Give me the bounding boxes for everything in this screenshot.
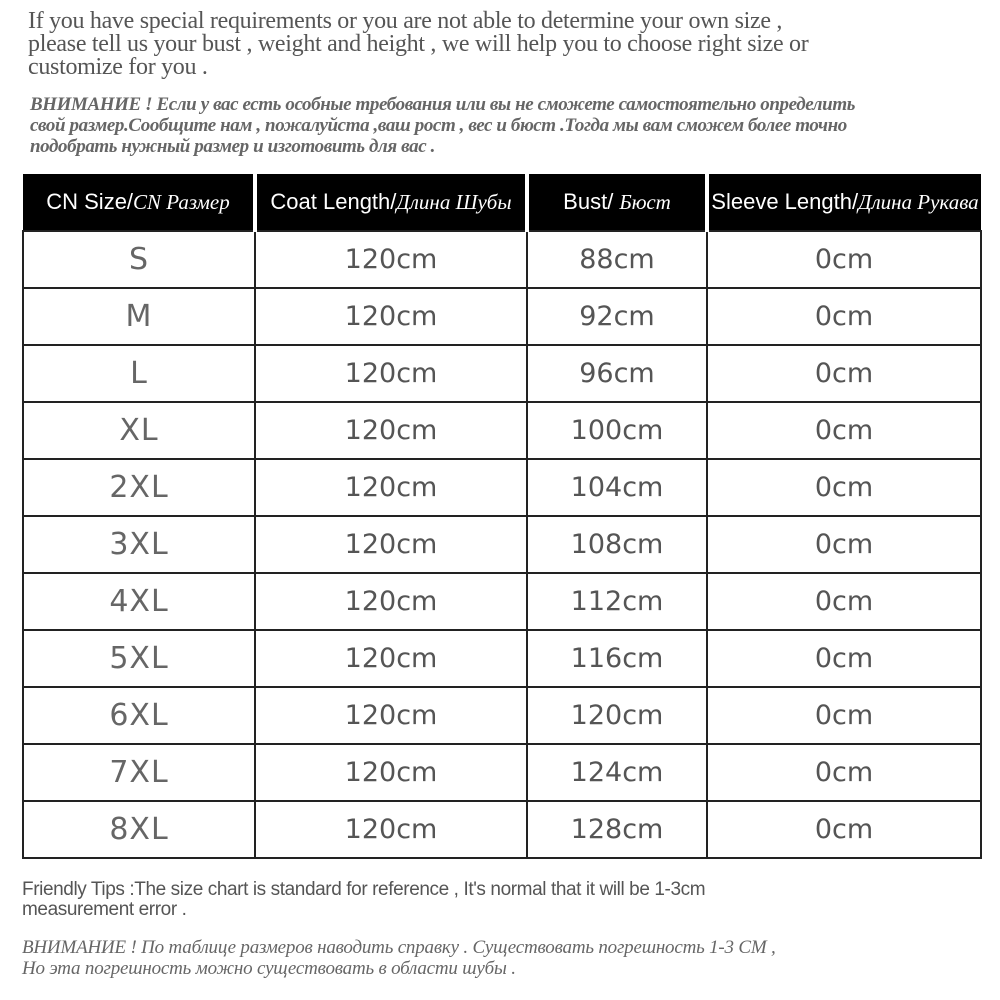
tips-ru-line: Но эта погрешность можно существовать в области шубы . [22, 958, 516, 979]
table-row [23, 744, 981, 801]
bust-cell: 100cm [527, 402, 707, 459]
bust-cell: 116cm [527, 630, 707, 687]
bust-cell: 112cm [527, 573, 707, 630]
coat-length-cell: 120cm [255, 801, 527, 858]
header-en: Bust/ [563, 189, 620, 214]
tips-ru-line: ВНИМАНИЕ ! По таблице размеров наводить справку . Существовать погрешность 1-3 СМ , [22, 937, 776, 958]
coat-length-cell: 120cm [255, 516, 527, 573]
table-row [23, 459, 981, 516]
table-row [23, 345, 981, 402]
sleeve-length-cell: 0cm [707, 402, 981, 459]
bust-cell: 96cm [527, 345, 707, 402]
header-coat-length [255, 174, 527, 231]
table-row [23, 801, 981, 858]
size-cell: L [23, 345, 255, 402]
table-row [23, 288, 981, 345]
friendly-tips-russian [22, 937, 982, 979]
tips-en-line: Friendly Tips :The size chart is standard for reference , It's normal that it will be 1-3cm [22, 879, 706, 900]
coat-length-cell: 120cm [255, 345, 527, 402]
sleeve-length-cell: 0cm [707, 687, 981, 744]
bust-cell: 108cm [527, 516, 707, 573]
coat-length-cell: 120cm [255, 744, 527, 801]
table-row [23, 630, 981, 687]
table-row [23, 687, 981, 744]
coat-length-cell: 120cm [255, 573, 527, 630]
intro-en-line: customize for you . [28, 54, 208, 80]
sleeve-length-cell: 0cm [707, 459, 981, 516]
size-cell: 4XL [23, 573, 255, 630]
header-en: Sleeve Length/ [711, 189, 859, 214]
intro-russian-text [30, 94, 995, 157]
size-cell: 7XL [23, 744, 255, 801]
size-cell: S [23, 231, 255, 288]
header-sleeve-length [707, 174, 981, 231]
intro-en-line: If you have special requirements or you are not able to determine your own size , [28, 8, 783, 34]
friendly-tips-english [22, 880, 982, 920]
header-cn-size [23, 174, 255, 231]
size-chart-table [22, 174, 982, 859]
header-ru: CN Размер [133, 190, 230, 214]
coat-length-cell: 120cm [255, 402, 527, 459]
size-cell: 6XL [23, 687, 255, 744]
intro-en-line: please tell us your bust , weight and height , we will help you to choose right size or [28, 31, 809, 57]
sleeve-length-cell: 0cm [707, 630, 981, 687]
header-bust [527, 174, 707, 231]
intro-ru-line: подобрать нужный размер и изготовить для вас . [30, 136, 435, 157]
header-ru: Длина Рукава [858, 190, 979, 214]
table-row [23, 573, 981, 630]
bust-cell: 88cm [527, 231, 707, 288]
tips-en-line: measurement error . [22, 899, 187, 920]
sleeve-length-cell: 0cm [707, 288, 981, 345]
size-cell: 2XL [23, 459, 255, 516]
bust-cell: 92cm [527, 288, 707, 345]
header-en: CN Size/ [46, 189, 134, 214]
coat-length-cell: 120cm [255, 687, 527, 744]
sleeve-length-cell: 0cm [707, 516, 981, 573]
bust-cell: 120cm [527, 687, 707, 744]
bust-cell: 104cm [527, 459, 707, 516]
table-row [23, 231, 981, 288]
bust-cell: 124cm [527, 744, 707, 801]
intro-ru-line: свой размер.Сообщите нам , пожалуйста ,ваш рост , вес и бюст .Тогда мы вам сможем более точно [30, 115, 847, 136]
size-cell: 8XL [23, 801, 255, 858]
size-cell: M [23, 288, 255, 345]
intro-english-text [28, 10, 988, 79]
header-en: Coat Length/ [270, 189, 397, 214]
header-ru: Длина Шубы [396, 190, 512, 214]
coat-length-cell: 120cm [255, 630, 527, 687]
size-cell: XL [23, 402, 255, 459]
table-row [23, 402, 981, 459]
sleeve-length-cell: 0cm [707, 231, 981, 288]
size-cell: 3XL [23, 516, 255, 573]
intro-ru-line: ВНИМАНИЕ ! Если у вас есть особные требования или вы не сможете самостоятельно определить [30, 94, 855, 115]
coat-length-cell: 120cm [255, 231, 527, 288]
coat-length-cell: 120cm [255, 459, 527, 516]
bust-cell: 128cm [527, 801, 707, 858]
table-row [23, 516, 981, 573]
header-ru: Бюст [619, 190, 671, 214]
size-cell: 5XL [23, 630, 255, 687]
sleeve-length-cell: 0cm [707, 744, 981, 801]
sleeve-length-cell: 0cm [707, 573, 981, 630]
table-header-row [23, 174, 981, 231]
coat-length-cell: 120cm [255, 288, 527, 345]
sleeve-length-cell: 0cm [707, 801, 981, 858]
sleeve-length-cell: 0cm [707, 345, 981, 402]
